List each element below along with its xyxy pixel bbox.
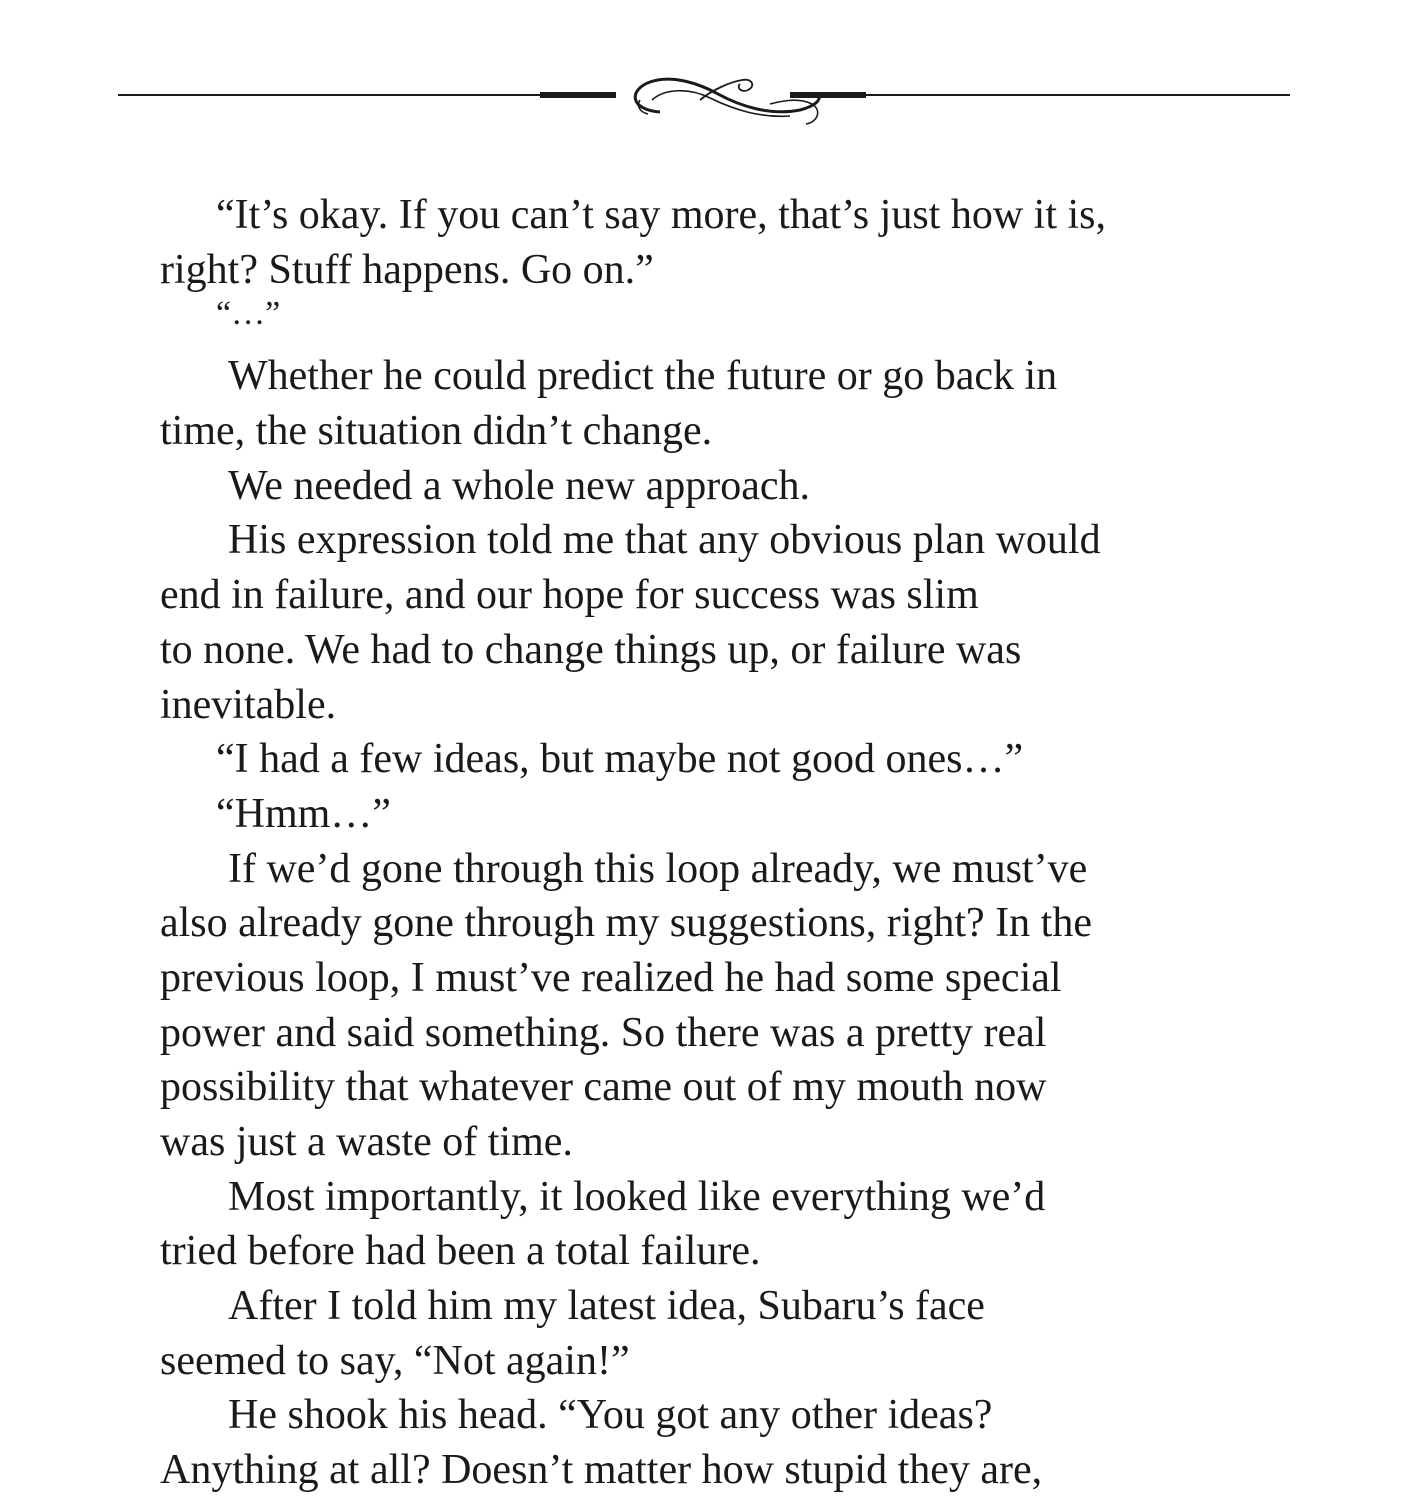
- paragraph-line: “Hmm…”: [216, 790, 391, 837]
- paragraph-line: If we’d gone through this loop already, we must’ve: [228, 845, 1088, 892]
- paragraph-line: Most importantly, it looked like everything we’d: [228, 1173, 1046, 1220]
- paragraph-line: We needed a whole new approach.: [228, 462, 811, 509]
- paragraph-line: After I told him my latest idea, Subaru’s face: [228, 1283, 985, 1330]
- paragraph-line: time, the situation didn’t change.: [160, 408, 713, 455]
- paragraph-line: was just a waste of time.: [160, 1119, 573, 1165]
- paragraph-line: His expression told me that any obvious plan would: [228, 517, 1101, 564]
- paragraph-line: previous loop, I must’ve realized he had some special: [160, 954, 1062, 1001]
- paragraph-line: Whether he could predict the future or go back in: [228, 353, 1058, 400]
- book-page-text: [160, 188, 1250, 1498]
- paragraph-line: tried before had been a total failure.: [160, 1228, 761, 1275]
- paragraph-line: He shook his head. “You got any other ideas?: [228, 1392, 993, 1439]
- paragraph-line: inevitable.: [160, 681, 337, 728]
- paragraph-line: right? Stuff happens. Go on.”: [160, 246, 654, 293]
- paragraph-line: Anything at all? Doesn’t matter how stupid they are,: [160, 1447, 1043, 1494]
- paragraph-line: to none. We had to change things up, or failure was: [160, 626, 1022, 673]
- paragraph-line: end in failure, and our hope for success was slim: [160, 572, 979, 619]
- paragraph-line: also already gone through my suggestions, right? In the: [160, 900, 1092, 947]
- flourish-divider-icon: [0, 60, 1404, 140]
- paragraph-line: seemed to say, “Not again!”: [160, 1337, 630, 1384]
- paragraph-line: “It’s okay. If you can’t say more, that’s just how it is,: [216, 192, 1107, 238]
- paragraph-line: possibility that whatever came out of my mouth now: [160, 1064, 1047, 1111]
- paragraph-line: power and said something. So there was a pretty real: [160, 1009, 1047, 1056]
- paragraph-line: “I had a few ideas, but maybe not good ones…”: [216, 736, 1024, 783]
- paragraph-line: “…”: [216, 295, 281, 333]
